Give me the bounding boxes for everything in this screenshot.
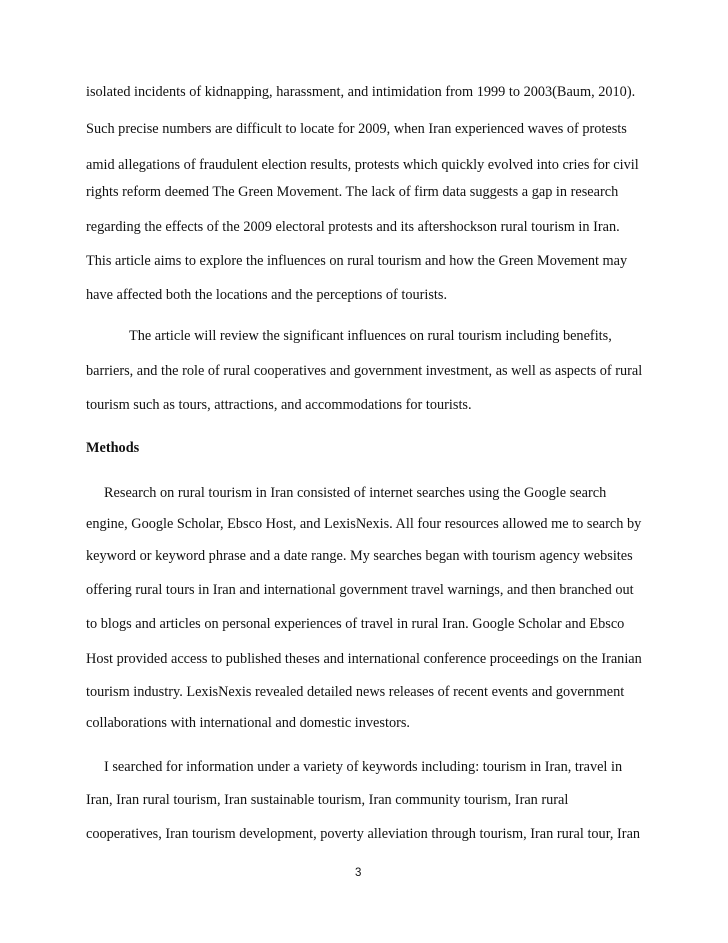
paragraph-3-line-1: Research on rural tourism in Iran consisted of internet searches using the Google search xyxy=(104,485,607,501)
paragraph-2-line-2: barriers, and the role of rural cooperatives and government investment, as well as aspects of rural xyxy=(86,363,643,379)
paragraph-4-line-3: cooperatives, Iran tourism development, poverty alleviation through tourism, Iran rural tour, Iran xyxy=(86,826,641,842)
paragraph-3-line-3: keyword or keyword phrase and a date range. My searches began with tourism agency websites xyxy=(86,548,633,564)
paragraph-4-line-2: Iran, Iran rural tourism, Iran sustainable tourism, Iran community tourism, Iran rural xyxy=(86,792,569,808)
paragraph-3-line-6: Host provided access to published theses and international conference proceedings on the Iranian xyxy=(86,651,642,667)
paragraph-1-line-5: regarding the effects of the 2009 electoral protests and its aftershockson rural tourism in Iran. xyxy=(86,219,620,235)
paragraph-3-line-7: tourism industry. LexisNexis revealed detailed news releases of recent events and government xyxy=(86,684,625,700)
paragraph-3-line-4: offering rural tours in Iran and international government travel warnings, and then branched out xyxy=(86,582,634,598)
paragraph-3-line-8: collaborations with international and domestic investors. xyxy=(86,715,410,731)
paragraph-2-line-1: The article will review the significant influences on rural tourism including benefits, xyxy=(129,328,612,344)
paragraph-1-line-6: This article aims to explore the influences on rural tourism and how the Green Movement may xyxy=(86,253,628,269)
paragraph-4-line-1: I searched for information under a variety of keywords including: tourism in Iran, travel in xyxy=(104,759,623,775)
paragraph-1-line-1: isolated incidents of kidnapping, harassment, and intimidation from 1999 to 2003(Baum, 2010). xyxy=(86,84,636,100)
paragraph-1-line-2: Such precise numbers are difficult to locate for 2009, when Iran experienced waves of protests xyxy=(86,121,627,137)
paragraph-2-line-3: tourism such as tours, attractions, and accommodations for tourists. xyxy=(86,397,472,413)
paragraph-1-line-7: have affected both the locations and the perceptions of tourists. xyxy=(86,287,448,303)
paragraph-3-line-2: engine, Google Scholar, Ebsco Host, and LexisNexis. All four resources allowed me to search by xyxy=(86,516,642,532)
page-number: 3 xyxy=(355,867,362,879)
paragraph-1-line-3: amid allegations of fraudulent election results, protests which quickly evolved into cries for civil xyxy=(86,157,639,173)
paragraph-3-line-5: to blogs and articles on personal experiences of travel in rural Iran. Google Scholar and Ebsco xyxy=(86,616,625,632)
paragraph-1-line-4: rights reform deemed The Green Movement. The lack of firm data suggests a gap in research xyxy=(86,184,619,200)
section-heading-methods: Methods xyxy=(86,440,140,456)
